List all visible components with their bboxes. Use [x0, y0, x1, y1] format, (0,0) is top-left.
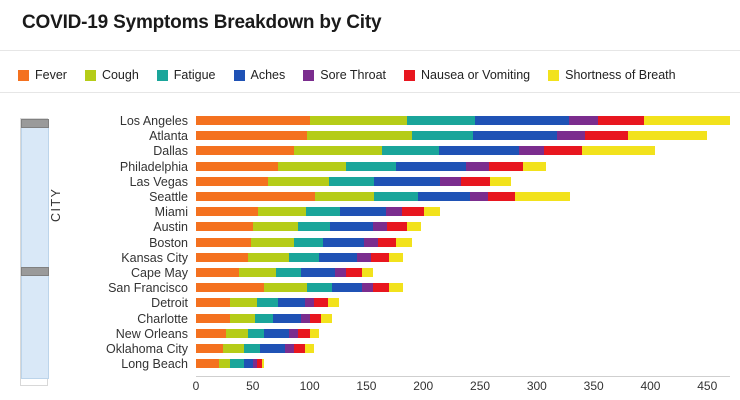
bar-segment[interactable] — [332, 283, 362, 292]
bar-segment[interactable] — [412, 131, 473, 140]
bar-segment[interactable] — [466, 162, 489, 171]
bar-segment[interactable] — [364, 238, 378, 247]
x-axis-line — [196, 376, 730, 377]
bar-segment[interactable] — [314, 298, 328, 307]
bar-segment[interactable] — [294, 344, 305, 353]
stacked-bar-row[interactable] — [196, 329, 730, 338]
legend-item[interactable] — [404, 68, 530, 82]
x-axis-tick-label: 50 — [246, 379, 260, 393]
bar-segment[interactable] — [328, 298, 339, 307]
stacked-bar-row[interactable] — [196, 283, 730, 292]
bar-segment[interactable] — [226, 329, 249, 338]
legend-label: Aches — [250, 68, 286, 82]
bar-segment[interactable] — [230, 314, 255, 323]
bar-segment[interactable] — [268, 177, 329, 186]
bar-segment[interactable] — [264, 283, 307, 292]
x-axis-tick-label: 450 — [697, 379, 718, 393]
bar-segment[interactable] — [488, 192, 515, 201]
bar-segment[interactable] — [330, 222, 373, 231]
legend-label: Fatigue — [173, 68, 216, 82]
bar-segment[interactable] — [196, 116, 310, 125]
title-divider — [0, 50, 740, 51]
bar-segment[interactable] — [396, 162, 466, 171]
legend-label: Fever — [35, 68, 67, 82]
bar-segment[interactable] — [264, 329, 289, 338]
category-label: Las Vegas — [129, 174, 188, 189]
bar-segment[interactable] — [461, 177, 491, 186]
bar-segment[interactable] — [294, 238, 324, 247]
x-axis-tick-label: 200 — [413, 379, 434, 393]
category-label: Detroit — [151, 296, 188, 311]
bar-segment[interactable] — [378, 238, 396, 247]
bar-segment[interactable] — [258, 207, 306, 216]
bar-segment[interactable] — [321, 314, 332, 323]
bar-segment[interactable] — [315, 192, 374, 201]
bar-segment[interactable] — [196, 222, 253, 231]
bar-segment[interactable] — [374, 177, 440, 186]
legend-swatch-icon — [234, 70, 245, 81]
bar-segment[interactable] — [396, 238, 412, 247]
bar-segment[interactable] — [244, 359, 253, 368]
category-label: Atlanta — [149, 129, 188, 144]
bar-segment[interactable] — [335, 268, 346, 277]
legend-item[interactable] — [18, 68, 67, 82]
scrollbar-thumb[interactable] — [21, 121, 49, 379]
bar-segment[interactable] — [473, 131, 557, 140]
stacked-bar-row[interactable] — [196, 177, 730, 186]
x-axis-tick-label: 250 — [470, 379, 491, 393]
bar-segment[interactable] — [260, 344, 285, 353]
bar-segment[interactable] — [470, 192, 488, 201]
bar-segment[interactable] — [475, 116, 568, 125]
bar-segment[interactable] — [196, 268, 239, 277]
bar-segment[interactable] — [418, 192, 470, 201]
legend-swatch-icon — [548, 70, 559, 81]
bar-segment[interactable] — [644, 116, 730, 125]
bar-segment[interactable] — [196, 177, 268, 186]
bar-segment[interactable] — [407, 116, 475, 125]
bar-segment[interactable] — [319, 253, 358, 262]
legend-item[interactable] — [548, 68, 675, 82]
bar-segment[interactable] — [278, 162, 346, 171]
bar-segment[interactable] — [402, 207, 425, 216]
legend-swatch-icon — [157, 70, 168, 81]
bar-segment[interactable] — [557, 131, 584, 140]
stacked-bar-row[interactable] — [196, 359, 730, 368]
chart-legend — [18, 62, 732, 88]
category-label: Austin — [153, 220, 188, 235]
legend-item[interactable] — [157, 68, 216, 82]
overview-scrollbar[interactable] — [20, 118, 48, 386]
bar-segment[interactable] — [305, 298, 314, 307]
stacked-bar-row[interactable] — [196, 146, 730, 155]
bar-segment[interactable] — [323, 238, 364, 247]
stacked-bar-row[interactable] — [196, 314, 730, 323]
bar-segment[interactable] — [362, 268, 373, 277]
category-label: Long Beach — [121, 357, 188, 372]
stacked-bar-row[interactable] — [196, 207, 730, 216]
bar-segment[interactable] — [307, 283, 332, 292]
bar-segment[interactable] — [585, 131, 628, 140]
bar-segment[interactable] — [196, 314, 230, 323]
bar-segment[interactable] — [569, 116, 599, 125]
stacked-bar-row[interactable] — [196, 268, 730, 277]
legend-label: Nausea or Vomiting — [421, 68, 531, 82]
bar-segment[interactable] — [196, 131, 307, 140]
bar-segment[interactable] — [301, 314, 310, 323]
bar-segment[interactable] — [251, 238, 294, 247]
bar-segment[interactable] — [196, 344, 223, 353]
scrollbar-handle-top[interactable] — [21, 119, 49, 128]
bar-segment[interactable] — [357, 253, 371, 262]
bar-segment[interactable] — [523, 162, 546, 171]
bar-segment[interactable] — [440, 177, 460, 186]
bar-segment[interactable] — [248, 329, 264, 338]
bar-segment[interactable] — [362, 283, 373, 292]
bar-segment[interactable] — [285, 344, 294, 353]
legend-divider — [0, 92, 740, 93]
bar-segment[interactable] — [278, 298, 305, 307]
bar-segment[interactable] — [310, 314, 321, 323]
bar-segment[interactable] — [196, 207, 258, 216]
bar-segment[interactable] — [439, 146, 519, 155]
legend-item[interactable] — [234, 68, 286, 82]
bars-container — [196, 114, 730, 376]
bar-segment[interactable] — [374, 192, 417, 201]
stacked-bar-row[interactable] — [196, 344, 730, 353]
bar-segment[interactable] — [244, 344, 260, 353]
bar-segment[interactable] — [298, 329, 309, 338]
legend-label: Sore Throat — [320, 68, 387, 82]
y-axis-tick-labels — [70, 114, 192, 376]
page-title: COVID-19 Symptoms Breakdown by City — [22, 12, 382, 33]
category-label: San Francisco — [108, 281, 188, 296]
stacked-bar-row[interactable] — [196, 298, 730, 307]
bar-segment[interactable] — [253, 222, 298, 231]
bar-segment[interactable] — [223, 344, 243, 353]
bar-segment[interactable] — [307, 131, 412, 140]
legend-label: Shortness of Breath — [565, 68, 676, 82]
stacked-bar-row[interactable] — [196, 238, 730, 247]
bar-segment[interactable] — [373, 283, 389, 292]
chart-plot-area — [70, 114, 730, 393]
bar-segment[interactable] — [389, 253, 403, 262]
bar-segment[interactable] — [257, 298, 277, 307]
legend-swatch-icon — [404, 70, 415, 81]
bar-segment[interactable] — [289, 329, 298, 338]
bar-segment[interactable] — [329, 177, 374, 186]
category-label: Dallas — [153, 144, 188, 159]
bar-segment[interactable] — [387, 222, 407, 231]
category-label: New Orleans — [115, 326, 188, 341]
bar-segment[interactable] — [230, 298, 257, 307]
bar-segment[interactable] — [490, 177, 510, 186]
stacked-bar-row[interactable] — [196, 222, 730, 231]
bar-segment[interactable] — [196, 329, 226, 338]
bar-segment[interactable] — [424, 207, 440, 216]
category-label: Boston — [149, 235, 188, 250]
bar-segment[interactable] — [489, 162, 523, 171]
y-axis-title: CITY — [49, 187, 63, 222]
bar-segment[interactable] — [196, 283, 264, 292]
bar-segment[interactable] — [386, 207, 402, 216]
bar-segment[interactable] — [196, 359, 219, 368]
category-label: Philadelphia — [119, 159, 188, 174]
legend-swatch-icon — [85, 70, 96, 81]
bar-segment[interactable] — [196, 162, 278, 171]
bar-segment[interactable] — [276, 268, 301, 277]
stacked-bar-row[interactable] — [196, 192, 730, 201]
bar-segment[interactable] — [544, 146, 583, 155]
bar-segment[interactable] — [301, 268, 335, 277]
legend-label: Cough — [101, 68, 139, 82]
x-axis-tick-label: 0 — [192, 379, 200, 393]
bar-segment[interactable] — [346, 268, 362, 277]
bar-segment[interactable] — [382, 146, 439, 155]
bar-segment[interactable] — [519, 146, 544, 155]
x-axis-tick-label: 350 — [583, 379, 604, 393]
category-label: Oklahoma City — [106, 342, 188, 356]
bar-segment[interactable] — [230, 359, 244, 368]
bar-segment[interactable] — [273, 314, 300, 323]
bar-segment[interactable] — [582, 146, 655, 155]
bar-segment[interactable] — [598, 116, 643, 125]
bar-segment[interactable] — [262, 359, 264, 368]
x-axis — [192, 376, 730, 398]
x-axis-tick-label: 400 — [640, 379, 661, 393]
category-label: Cape May — [131, 266, 188, 280]
bar-segment[interactable] — [196, 253, 248, 262]
bar-segment[interactable] — [298, 222, 330, 231]
bar-segment[interactable] — [340, 207, 385, 216]
stacked-bar-row[interactable] — [196, 131, 730, 140]
category-label: Seattle — [149, 190, 188, 204]
category-label: Charlotte — [137, 311, 188, 326]
legend-swatch-icon — [18, 70, 29, 81]
bar-segment[interactable] — [373, 222, 387, 231]
legend-item[interactable] — [303, 68, 386, 82]
bar-segment[interactable] — [196, 238, 251, 247]
legend-item[interactable] — [85, 68, 139, 82]
bar-segment[interactable] — [219, 359, 230, 368]
bar-segment[interactable] — [294, 146, 383, 155]
bar-segment[interactable] — [310, 116, 408, 125]
x-axis-tick-label: 150 — [356, 379, 377, 393]
bar-segment[interactable] — [515, 192, 570, 201]
bar-segment[interactable] — [196, 146, 294, 155]
category-label: Kansas City — [121, 250, 188, 265]
stacked-bar-row[interactable] — [196, 116, 730, 125]
bar-segment[interactable] — [239, 268, 275, 277]
bar-segment[interactable] — [255, 314, 273, 323]
bar-segment[interactable] — [305, 344, 314, 353]
x-axis-tick-label: 300 — [526, 379, 547, 393]
bar-segment[interactable] — [346, 162, 396, 171]
scrollbar-track[interactable] — [20, 118, 48, 386]
stacked-bar-row[interactable] — [196, 253, 730, 262]
bar-segment[interactable] — [196, 298, 230, 307]
bar-segment[interactable] — [389, 283, 403, 292]
bar-segment[interactable] — [407, 222, 421, 231]
bar-segment[interactable] — [306, 207, 340, 216]
scrollbar-handle-bottom[interactable] — [21, 267, 49, 276]
bar-segment[interactable] — [248, 253, 289, 262]
bar-segment[interactable] — [310, 329, 319, 338]
bar-segment[interactable] — [289, 253, 319, 262]
x-axis-tick-label: 100 — [299, 379, 320, 393]
bar-segment[interactable] — [371, 253, 389, 262]
bar-segment[interactable] — [196, 192, 315, 201]
category-label: Los Angeles — [119, 114, 188, 128]
category-label: Miami — [154, 205, 188, 220]
legend-swatch-icon — [303, 70, 314, 81]
bar-segment[interactable] — [628, 131, 708, 140]
stacked-bar-row[interactable] — [196, 162, 730, 171]
